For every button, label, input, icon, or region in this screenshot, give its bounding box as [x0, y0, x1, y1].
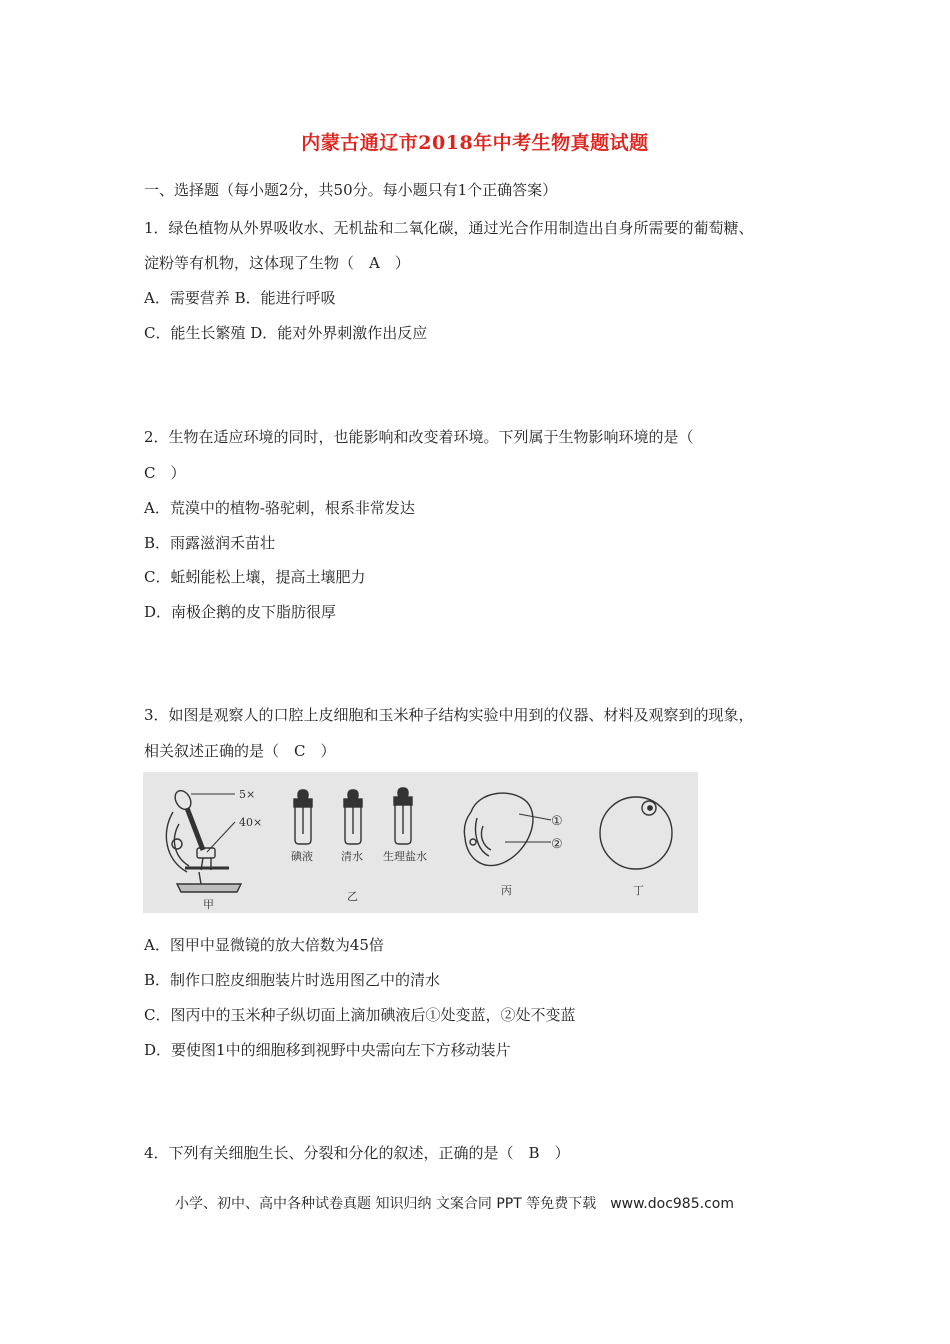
bottle-label-water: 清水	[341, 850, 363, 863]
question-2-stem-line-1: 2．生物在适应环境的同时，也能影响和改变着环境。下列属于生物影响环境的是（	[144, 428, 694, 446]
question-3-option-b: B．制作口腔皮细胞装片时选用图乙中的清水	[144, 971, 441, 989]
page-title: 内蒙古通辽市2018年中考生物真题试题	[301, 132, 649, 154]
dropper-bottle-iodine	[294, 790, 312, 844]
question-1-option-line-2: C．能生长繁殖 D．能对外界刺激作出反应	[144, 324, 428, 342]
panel-label-bing: 丙	[501, 884, 512, 897]
microscope-drawing	[166, 788, 241, 892]
question-3-option-d: D．要使图1中的细胞移到视野中央需向左下方移动装片	[144, 1041, 511, 1059]
bottle-label-iodine: 碘液	[291, 850, 313, 863]
question-2-option-d: D．南极企鹅的皮下脂肪很厚	[144, 603, 337, 621]
question-1-stem-line-2: 淀粉等有机物，这体现了生物（ A ）	[144, 254, 410, 272]
question-2-stem-line-2: C ）	[144, 464, 186, 482]
page-footer: 小学、初中、高中各种试卷真题 知识归纳 文案合同 PPT 等免费下载 www.doc985.com	[175, 1196, 734, 1212]
question-3-stem-line-1: 3．如图是观察人的口腔上皮细胞和玉米种子结构实验中用到的仪器、材料及观察到的现象，	[144, 706, 754, 724]
question-4-stem-line-1: 4．下列有关细胞生长、分裂和分化的叙述，正确的是（ B ）	[144, 1144, 570, 1162]
panel-label-yi: 乙	[347, 890, 358, 903]
magnification-40x-label: 40×	[239, 816, 263, 829]
question-3-option-a: A．图甲中显微镜的放大倍数为45倍	[144, 936, 384, 954]
question-2-option-b: B．雨露滋润禾苗壮	[144, 534, 276, 552]
corn-seed-drawing	[464, 793, 551, 865]
dropper-bottle-saline	[394, 788, 412, 844]
bottle-label-saline: 生理盐水	[383, 850, 427, 863]
microscope-view-drawing	[600, 797, 672, 869]
magnification-5x-label: 5×	[239, 788, 256, 801]
seed-mark-1: ①	[551, 814, 563, 829]
question-1-option-line-1: A．需要营养 B．能进行呼吸	[144, 289, 336, 307]
panel-label-jia: 甲	[203, 898, 214, 911]
seed-mark-2: ②	[551, 837, 563, 852]
question-3-figure	[143, 772, 698, 913]
question-2-option-c: C．蚯蚓能松上壤，提高土壤肥力	[144, 568, 366, 586]
section-heading: 一、选择题（每小题2分，共50分。每小题只有1个正确答案）	[144, 181, 558, 199]
panel-label-ding: 丁	[633, 884, 644, 897]
question-3-stem-line-2: 相关叙述正确的是（ C ）	[144, 742, 336, 760]
question-2-option-a: A．荒漠中的植物-骆驼刺，根系非常发达	[144, 499, 415, 517]
question-1-stem-line-1: 1．绿色植物从外界吸收水、无机盐和二氧化碳，通过光合作用制造出自身所需要的葡萄糖、	[144, 219, 754, 237]
question-3-option-c: C．图丙中的玉米种子纵切面上滴加碘液后①处变蓝，②处不变蓝	[144, 1006, 576, 1024]
dropper-bottle-water	[344, 790, 362, 844]
